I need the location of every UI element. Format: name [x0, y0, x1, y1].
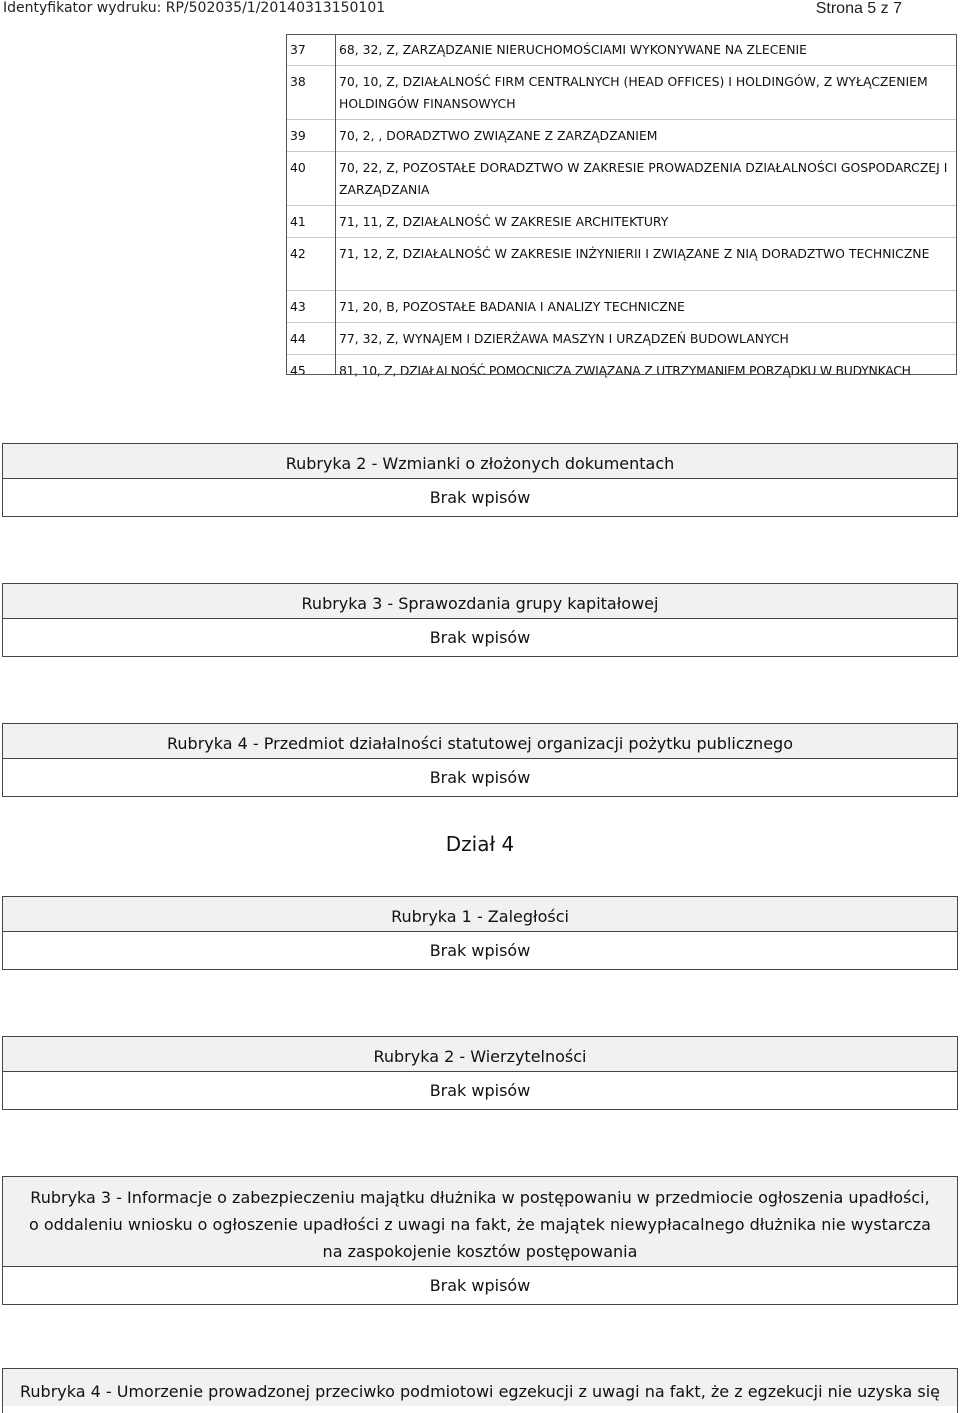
section-title: Rubryka 4 - Umorzenie prowadzonej przeciwko podmiotowi egzekucji z uwagi na fakt, że z egzekucji nie uzyska się: [3, 1369, 957, 1406]
table-row: [286, 152, 957, 206]
section-body: Brak wpisów: [429, 768, 531, 787]
section-rubryka-2: [2, 443, 958, 517]
section-title: Rubryka 2 - Wierzytelności: [3, 1037, 957, 1072]
row-number: 38: [286, 66, 335, 120]
section-d4-rubryka-1: [2, 896, 958, 970]
row-description: 71, 20, B, POZOSTAŁE BADANIA I ANALIZY TECHNICZNE: [335, 291, 957, 323]
row-number: 42: [286, 238, 335, 291]
section-rubryka-4: [2, 723, 958, 797]
row-description: 71, 12, Z, DZIAŁALNOŚĆ W ZAKRESIE INŻYNIERII I ZWIĄZANE Z NIĄ DORADZTWO TECHNICZNE: [335, 238, 957, 291]
table-row: [286, 238, 957, 291]
row-number: 40: [286, 152, 335, 206]
section-title: Rubryka 1 - Zaległości: [3, 897, 957, 932]
row-description: 71, 11, Z, DZIAŁALNOŚĆ W ZAKRESIE ARCHITEKTURY: [335, 206, 957, 238]
row-number: 43: [286, 291, 335, 323]
table-row: [286, 120, 957, 152]
activities-table: [286, 34, 957, 386]
row-number: 44: [286, 323, 335, 355]
section-d4-rubryka-4: [2, 1368, 958, 1413]
row-number: 41: [286, 206, 335, 238]
row-number: 39: [286, 120, 335, 152]
print-identifier: Identyfikator wydruku: RP/502035/1/20140313150101: [3, 0, 386, 16]
section-rubryka-3: [2, 583, 958, 657]
section-body: Brak wpisów: [429, 488, 531, 507]
row-description: 77, 32, Z, WYNAJEM I DZIERŻAWA MASZYN I URZĄDZEŃ BUDOWLANYCH: [335, 323, 957, 355]
table-row: [286, 34, 957, 66]
row-number: 37: [290, 42, 306, 57]
table-row: [286, 206, 957, 238]
section-body: Brak wpisów: [429, 628, 531, 647]
section-body: Brak wpisów: [429, 941, 531, 960]
section-title: Rubryka 3 - Informacje o zabezpieczeniu majątku dłużnika w postępowaniu w przedmiocie ogłoszenia upadłości, o oddaleniu wniosku o ogłoszenie upadłości z uwagi na fakt, że majątek niewypłacalnego dłużnika nie wystarcza na zaspokojenie kosztów postępowania: [3, 1177, 957, 1267]
section-d4-rubryka-2: [2, 1036, 958, 1110]
table-row: [286, 66, 957, 120]
section-title: Rubryka 4 - Przedmiot działalności statutowej organizacji pożytku publicznego: [3, 724, 957, 759]
row-description: 81, 10, Z, DZIAŁALNOŚĆ POMOCNICZA ZWIĄZANA Z UTRZYMANIEM PORZĄDKU W BUDYNKACH: [335, 355, 957, 387]
section-body: Brak wpisów: [429, 1276, 531, 1295]
row-number: 45: [286, 355, 335, 387]
section-title: Rubryka 2 - Wzmianki o złożonych dokumentach: [3, 444, 957, 479]
row-description: 70, 22, Z, POZOSTAŁE DORADZTWO W ZAKRESIE PROWADZENIA DZIAŁALNOŚCI GOSPODARCZEJ I ZARZĄDZANIA: [335, 152, 957, 206]
page-number: Strona 5 z 7: [815, 0, 902, 17]
page-header: [0, 0, 960, 20]
row-description: 68, 32, Z, ZARZĄDZANIE NIERUCHOMOŚCIAMI WYKONYWANE NA ZLECENIE: [339, 42, 807, 57]
table-row: [286, 323, 957, 355]
section-body: Brak wpisów: [429, 1081, 531, 1100]
row-description: 70, 2, , DORADZTWO ZWIĄZANE Z ZARZĄDZANIEM: [335, 120, 957, 152]
section-title: Rubryka 3 - Sprawozdania grupy kapitałowej: [3, 584, 957, 619]
section-d4-rubryka-3: [2, 1176, 958, 1305]
table-row: [286, 291, 957, 323]
division-heading: Dział 4: [445, 832, 515, 856]
table-row: [286, 355, 957, 387]
row-description: 70, 10, Z, DZIAŁALNOŚĆ FIRM CENTRALNYCH (HEAD OFFICES) I HOLDINGÓW, Z WYŁĄCZENIEM HOLDINGÓW FINANSOWYCH: [335, 66, 957, 120]
